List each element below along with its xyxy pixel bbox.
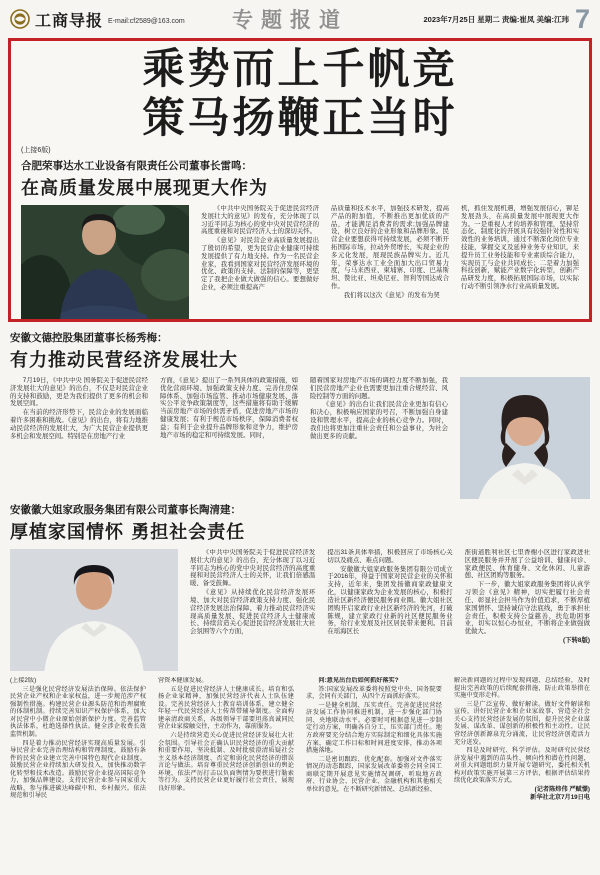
agency-dateline: 新华社北京7月19日电 [530, 794, 590, 802]
paragraph: 《意见》的出台让我们民营企业更加有信心和决心，积极响应国家的号召，不断加强自身建设和管理水平，提高企业的核心竞争力。同时，我们也将更加注重社会责任和公益事业，为社会做出更多的贡献。 [310, 401, 448, 440]
page-number: 7 [574, 3, 590, 34]
paragraph: 下一步，徽大姐家政服务集团将认真学习领会《意见》精神，切实把履行社会责任、彰显社会担当作为价值追求，不断厚植家国情怀、坚持诚信守法底线，勇于承担社会责任，积极支持公益慈善、扶危助困事业，切实以恒心办恒业，不断将企业做强做优做大。 [464, 581, 590, 636]
article2-kicker: 安徽文德控股集团董事长杨秀梅： [10, 332, 168, 344]
article3-col1 [190, 549, 315, 671]
paragraph: 三是强化民营经济发展法治保障。依法保护民营企业产权和企业家权益，进一步规范涉产权强制性措施。构建民营企业源头防范和治理腐败的体制机制。持续完善知识产权保护体系，加大对民营中小微企业原始创新保护力度。完善监管执法体系，杜绝选择性执法。健全涉企收费长效监管机制。 [10, 685, 146, 738]
paragraph: 7月19日，《中共中央 国务院关于促进民营经济发展壮大的意见》的出台，不仅是对民营企业的支持和鼓励，更是为我们提供了更多的机会和发展空间。 [10, 377, 148, 408]
article1-portrait-photo [21, 205, 189, 322]
paragraph: 四是及时研究、科学评估。及时研究民营经济发展中遇到的苗头性、倾向性和潜在性问题，对重大问题组织力量开展专题研究，委托相关机构对政策实施开展第三方评估，根据评估结果持续优化政策落实方式。 [454, 747, 590, 785]
article2-col3 [310, 377, 448, 499]
main-headline-line1: 乘势而上千帆竞 [142, 44, 458, 93]
reporter-byline: (记者陈炜伟 严赋憬) [534, 785, 590, 793]
paragraph: 一是健全机制、压实责任。完善促进民营经济发展工作协同推进机制，进一步强化部门协同、央地联动水平。必要时可根据意见进一步制定行动方案，明确各自分工，压实部门责任。地方政府要充分结合地方实际制定和细化具体实施方案，确定工作目标和时间进度安排，推动各项措施落地。 [306, 701, 442, 755]
section-title: 专题报道 [232, 7, 348, 32]
paragraph: 《意见》从持续优化民营经济发展环境、加大对民营经济政策支持力度、强化民营经济发展法治保障、着力推动民营经济实现高质量发展、促进民营经济人士健康成长、持续营造关心促进民营经济发展壮大社会氛围等六个方面， [190, 589, 316, 636]
article1-kicker: 合肥荣事达水工业设备有限责任公司董事长雷鸣： [21, 159, 252, 172]
continued-from-note: (上接2版) [10, 677, 37, 684]
paragraph: 四是着力推动民营经济实现高质量发展。引导民营企业完善治理结构和管理制度，鼓励有条件的民营企业建立完善中国特色现代企业制度。鼓励民营企业持续加大研发投入，加快推动数字化转型和技术改造。鼓励民营企业提高国际竞争力，加强品牌建设。支持民营企业参与国家重大战略，参与推进碳达峰碳中和、乡村振兴。依法规范和引导民 [10, 739, 146, 800]
continuation-col3 [306, 677, 442, 871]
jump-to-note: (下转8版) [563, 636, 590, 644]
paper-email: E-mail:cf2589@163.com [108, 17, 185, 25]
continuation-col2 [158, 677, 294, 871]
paragraph: 机，抓住发展机遇，增强发展信心，铆足发展劲头，在高质量发展中展现更大作为。一是重视人才的培养和管理，坚持常态化、制度化的开展具有较强针对性和实效性的业务培训，通过不断深化岗位专业技能，掌握交叉及延伸业务专业知识，来提升员工业务技能和专业素质综合能力，实现员工与企业共同成长；二是着力加强科技创新，赋能产业数字化转型，创新产品研发力度，积极拓展国际市场，以实际行动不断引领净水行业高质量发展。 [461, 204, 579, 291]
continuation-col1 [10, 677, 146, 871]
feature-box [8, 38, 592, 322]
date-editors: 2023年7月25日 星期二 责编:崔凤 美编:江玮 [423, 14, 569, 24]
main-headline-line2: 策马扬鞭正当时 [142, 93, 458, 143]
paragraph: 品质量和技术水平，加强技术研发，提高产品的附加值，不断推出更加优质的产品，才能满足消费者的需求;加强品牌建设，树立良好的企业形象和品牌形象。民营企业要想获得可持续发展，必须不断开拓国际市场，拉动外贸增长，实现企业的多元化发展，展现民族品牌实力。近几年，荣事达水工业全面加大出口贸易力度，与马来西亚、柬埔寨、印度、巴基斯坦、赞比亚、坦桑尼亚、智利等国达成合作。 [331, 204, 449, 291]
article2-title: 有力推动民营经济发展壮大 [10, 350, 238, 371]
article2-portrait-photo [460, 377, 590, 499]
article1-col3 [461, 205, 579, 322]
article3-title: 厚植家国情怀 勇担社会责任 [10, 522, 246, 543]
article3-col3 [465, 549, 590, 671]
article2 [10, 327, 590, 499]
paragraph: 《意见》对民营企业高质量发展提出了殷切的希望，更为民营企业健康可持续发展提供了有力地支持。作为一名民营企业家，我看到国家对民营经济发展环境的优化、政策的支持、法制的保障等，更坚定了我把企业做大做强的信心。要想做好企业，必须注重提高产 [201, 237, 319, 292]
paragraph: 解决新问题的过程中发现问题、总结经验，及时提出完善政策的后续配套措施，防止政策举措在实施中变形走样。 [454, 677, 590, 700]
continued-from-note: (上接6版) [21, 146, 51, 154]
paragraph: 三是广泛宣传、做好解读。做好文件解读和宣传，讲好民营企业和企业家故事，营造全社会关心支持民营经济发展的氛围，提升民营企业谋发展、谋改革、谋创新的积极性和主动性，让民营经济创新源泉充分涌流，让民营经济创造活力充分迸发。 [454, 700, 590, 746]
continuation-col4 [454, 677, 590, 871]
paragraph: 方面，《意见》提出了一系列具体的政策措施，如优化营商环境、加强政策支持力度、完善住房保障体系、加强市场监管、推动市场健康发展、落实公平竞争政策制度等，这些措施将有助于缓解当前房地产市场的供需矛盾，促进房地产市场的健康发展；有利于规范市场秩序，保障消费者权益；有利于企业提升品牌形象和竞争力，维护房地产市场的稳定和可持续发展。同时， [160, 377, 298, 439]
article3-portrait-photo [10, 549, 178, 671]
article3-body [10, 549, 590, 671]
paragraph: 随着国家对房地产市场的调控力度不断加强，我们民营房地产企业也需要更加注重合规经营、风险控制等方面的问题。 [310, 377, 448, 400]
page-header [0, 0, 600, 36]
paper-name: 工商导报 [35, 10, 104, 30]
paper-logo-icon [10, 9, 30, 29]
paragraph: 二是密切跟踪、优化配套。加强对文件落实情况的动态跟踪，国家发展改革委将会同全国工商联定期开展意见实施情况调研，听取地方政府、行业协会、民营企业、金融机构和其他相关单位的意见，在不断研究新情况、总结新经验、 [306, 755, 442, 793]
paragraph: 六是持续营造关心促进民营经济发展壮大社会氛围。引导社会正确认识民营经济的重大贡献和重要作用，坚决抵制、及时批驳澄清质疑社会主义基本经济制度、否定和弱化民营经济的错误言论与做法。培育尊重民营经济创新创业的舆论环境，依法严厉打击以负面舆情为要挟进行勒索等行为。支持民营企业更好履行社会责任，展现良好形象。 [158, 731, 294, 792]
article3-col2 [327, 549, 452, 671]
article2-col2 [160, 377, 298, 499]
article1-col1 [201, 205, 319, 322]
paragraph: 五是促进民营经济人士健康成长。培育和弘扬企业家精神，加强民营经济代表人士队伍建设。完善民营经济人士教育培训体系，建立健全年轻一代民营经济人士传帮带辅导制度。全面构建亲清政商关系，各级领导干部要坦荡真诚同民营企业家接触交往，主动作为，靠前服务。 [158, 685, 294, 731]
article2-body [10, 377, 590, 499]
article1-col2 [331, 205, 449, 322]
masthead [10, 8, 225, 31]
article3 [10, 499, 590, 671]
answer-line: 答:国家发展改革委将按照党中央、国务院要求，会同有关部门，从四个方面抓好落实。 [306, 685, 442, 701]
article3-kicker: 安徽徽大姐家政服务集团有限公司董事长陶清建： [10, 504, 241, 516]
article1-title: 在高质量发展中展现更大作为 [21, 177, 268, 199]
continuation-section [10, 677, 590, 871]
paragraph: 《中共中央国务院关于促进民营经济发展壮大的意见》的发布，充分体现了以习近平同志为核心的党中央对民营经济的高度重视和对民营经济人士的深切关怀。 [201, 204, 319, 236]
article1-body [21, 205, 579, 322]
question-line: 问:意见出台后如何抓好落实? [318, 677, 399, 684]
paragraph: 营资本健康发展。 [158, 677, 208, 684]
paragraph: 《中共中央国务院关于促进民营经济发展壮大的意见》的出台，充分体现了以习近平同志为核心的党中央对民营经济的高度重视和对民营经济人士的关怀，让我们倍感温暖、备受鼓舞。 [190, 549, 316, 588]
article2-col1 [10, 377, 148, 499]
paragraph: 在当前的经济形势下，民营企业的发展面临着许多困难和挑战。《意见》的出台，将有力地推动民营经济的发展壮大，为广大民营企业提供更多机会和发展空间。特别是在房地产行业 [10, 409, 148, 440]
paragraph: 淮街道胜利社区七里香榭小区进行家政进社区便民服务并开展了公益培训、健康问诊、家政便民、体育健身、文化休闲、儿童游憩、社区团购等服务。 [464, 549, 590, 580]
paragraph: 提出31条具体举措，积极回应了市场核心关切以及痛点、难点问题。 [327, 549, 453, 564]
paragraph: 安徽徽大姐家政服务集团有限公司成立于2016年，得益于国家对民营企业的关怀和支持，近年来，集团发扬徽商家政健康文化，以健康家政为企业发展的核心，积极打造社区新经济便民服务商业圈。徽大姐社区团购开启家政行业社区新经济的先河，打破陈规，建立家政行业新的社区便民服务业务，给行业发展及社区居民带来便利。目前在瑶海区长 [327, 565, 453, 636]
paragraph: 我们将以这次《意见》的发布为契 [343, 291, 440, 299]
